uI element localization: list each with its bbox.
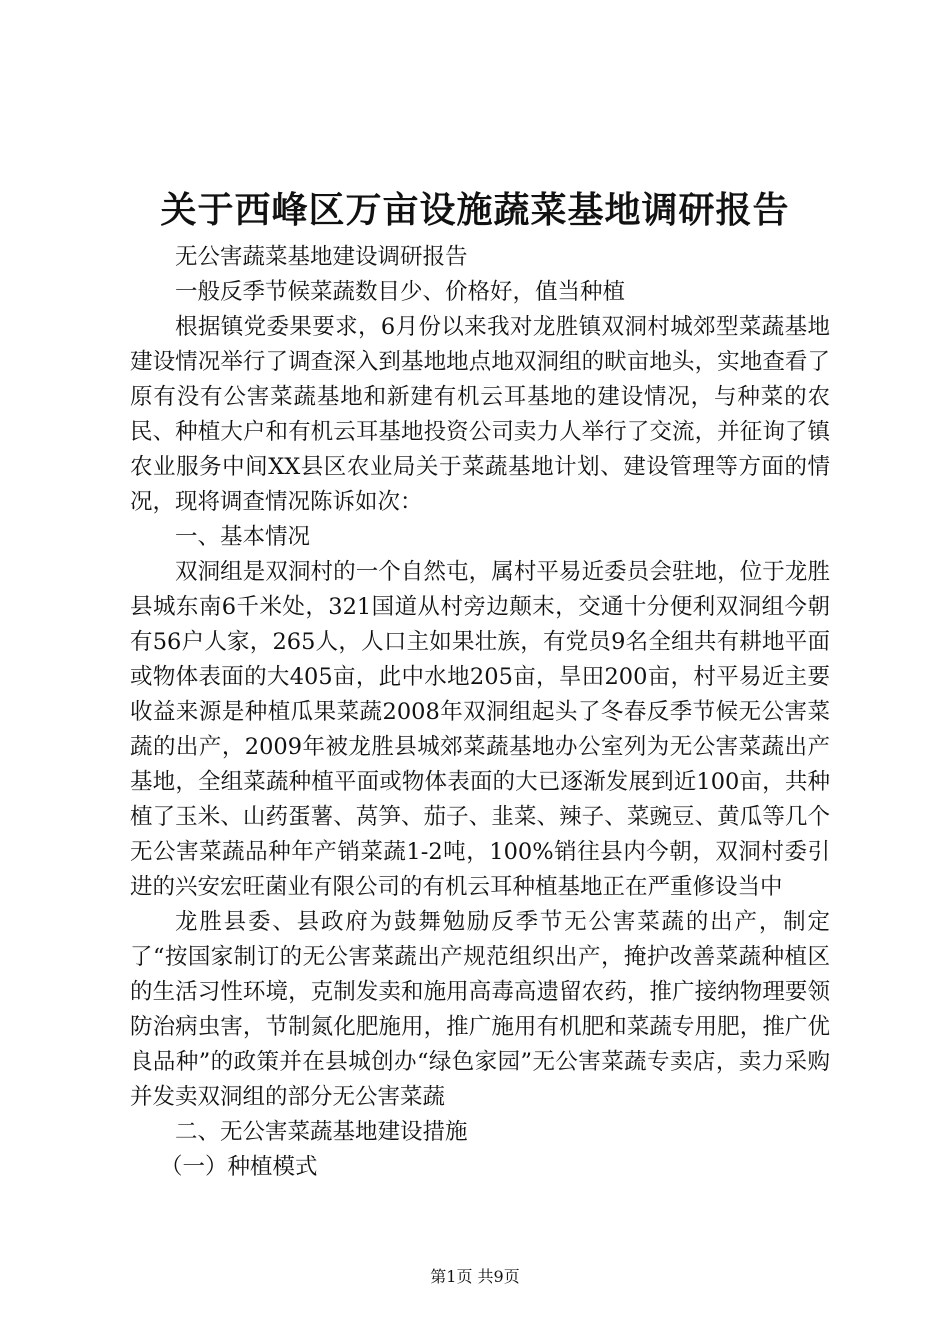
body-paragraph: 根据镇党委果要求，6月份以来我对龙胜镇双洞村城郊型菜蔬基地建设情况举行了调查深入到基地地点地双洞组的畎亩地头，实地查看了原有没有公害菜蔬基地和新建有机云耳基地的建设情况，与种菜的农民、种植大户和有机云耳基地投资公司卖力人举行了交流，并征询了镇农业服务中间XX县区农业局关于菜蔬基地计划、建设管理等方面的情况，现将调查情况陈诉如次： <box>130 314 830 515</box>
document-title: 关于西峰区万亩设施蔬菜基地调研报告 <box>160 189 790 231</box>
intro-line-paragraph: 一般反季节候菜蔬数目少、价格好，值当种植 <box>175 279 626 305</box>
body-paragraph: 龙胜县委、县政府为鼓舞勉励反季节无公害菜蔬的出产，制定了“按国家制订的无公害菜蔬出产规范组织出产，掩护改善菜蔬种植区的生活习性环境，克制发卖和施用高毒高遗留农药，推广接纳物理要领防治病虫害，节制氮化肥施用，推广施用有机肥和菜蔬专用肥，推广优良品种”的政策并在县城创办“绿色家园”无公害菜蔬专卖店，卖力采购并发卖双洞组的部分无公害菜蔬 <box>130 909 830 1110</box>
subsection-heading: （一）种植模式 <box>160 1154 318 1180</box>
body-paragraph: 双洞组是双洞村的一个自然屯，属村平易近委员会驻地，位于龙胜县城东南6千米处，321国道从村旁边颠末，交通十分便利双洞组今朝有56户人家，265人，人口主如果壮族，有党员9名全组共有耕地平面或物体表面的大405亩，此中水地205亩，旱田200亩，村平易近主要收益来源是种植瓜果菜蔬2008年双洞组起头了冬春反季节候无公害菜蔬的出产，2009年被龙胜县城郊菜蔬基地办公室列为无公害菜蔬出产基地，全组菜蔬种植平面或物体表面的大已逐渐发展到近100亩，共种植了玉米、山药蛋薯、莴笋、茄子、韭菜、辣子、菜豌豆、黄瓜等几个无公害菜蔬品种年产销菜蔬1-2吨，100%销往县内今朝，双洞村委引进的兴安宏旺菌业有限公司的有机云耳种植基地正在严重修设当中 <box>130 559 830 900</box>
section-heading: 一、基本情况 <box>175 524 311 550</box>
document-body <box>130 240 830 1185</box>
page-number-footer: 第1页 共9页 <box>430 1267 520 1286</box>
section-heading: 二、无公害菜蔬基地建设措施 <box>175 1119 468 1145</box>
subtitle-paragraph: 无公害蔬菜基地建设调研报告 <box>175 244 468 270</box>
